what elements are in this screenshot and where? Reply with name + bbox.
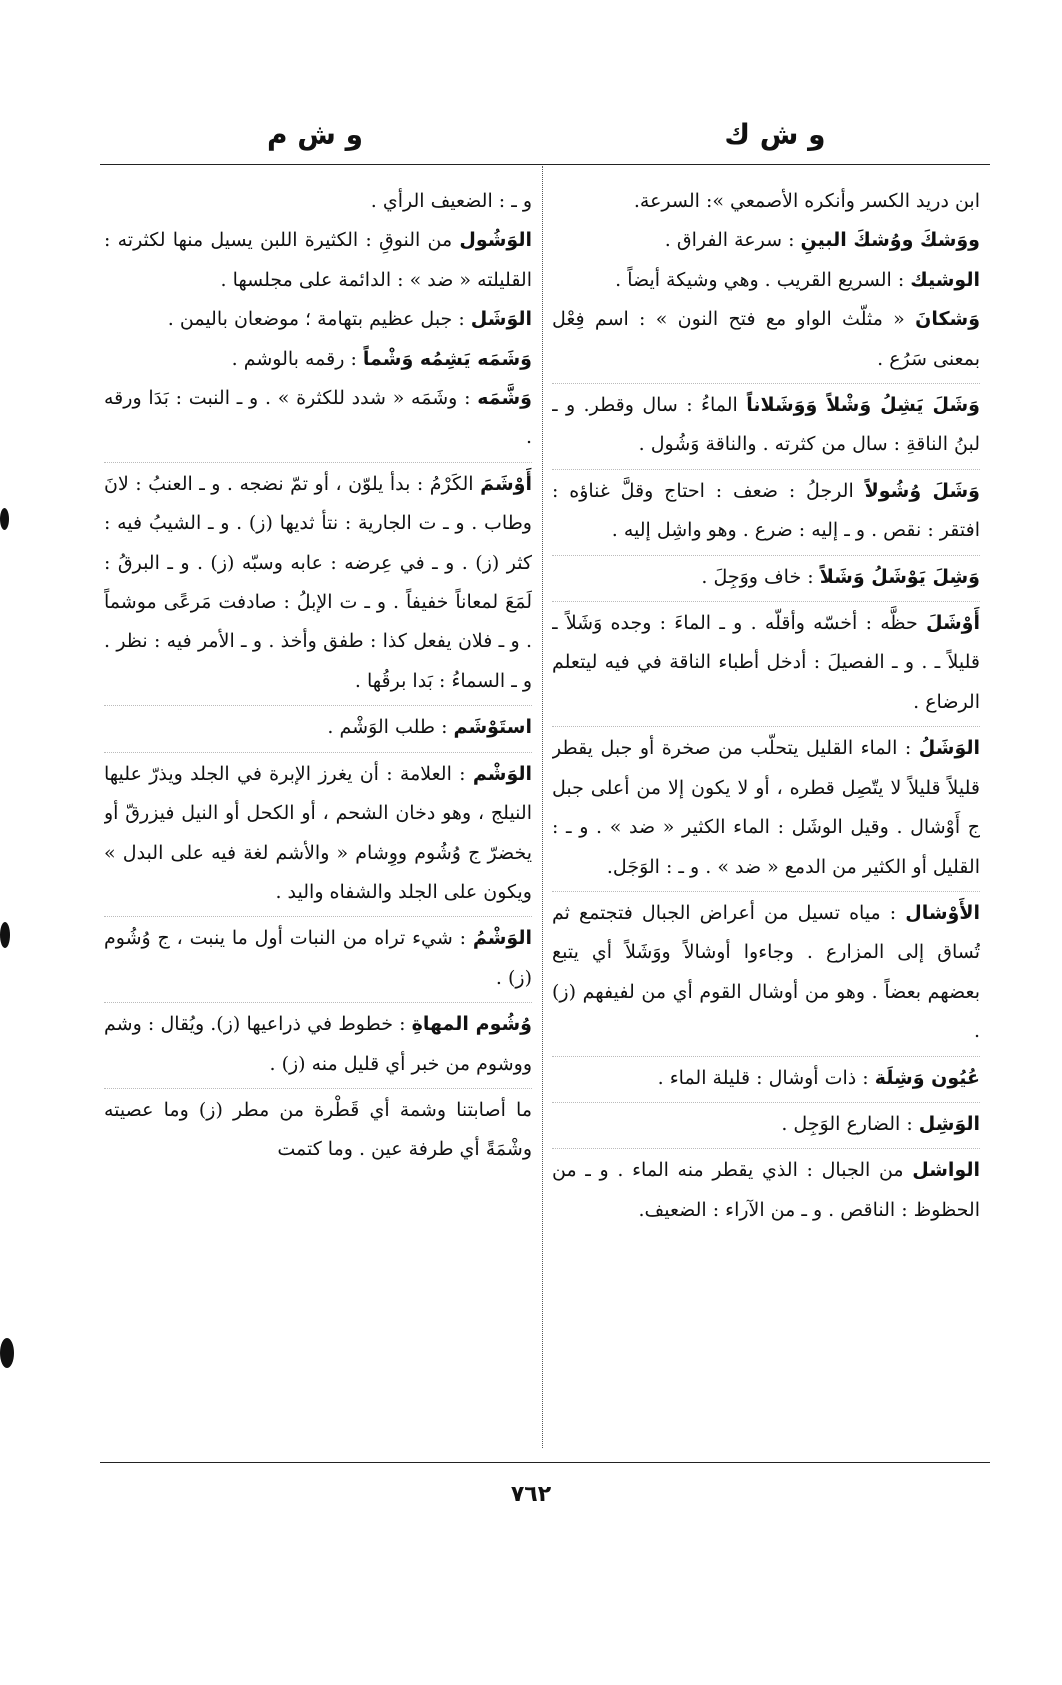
entry-definition: : الضارع الوَجِل .: [781, 1112, 913, 1135]
entry-definition: الماءُ : سال وقطر. و ـ لبنُ الناقةِ : سال من كثرته . والناقة وَشُول .: [552, 394, 980, 456]
entry-definition: : سرعة الفراق .: [664, 229, 795, 252]
dictionary-entry: [104, 705, 532, 747]
entry-definition: : طلب الوَشْم .: [327, 716, 448, 739]
dictionary-entry: [104, 1002, 532, 1084]
entry-headword: الوَشِل: [918, 1112, 980, 1135]
entry-headword: الوَشْم: [472, 762, 532, 785]
right-column-root-heading: و ش ك: [724, 118, 826, 151]
entry-headword: وَشَلَ يَشِلُ وَشْلاً وَوَشَلاناً: [746, 394, 980, 417]
left-column: [104, 182, 532, 1452]
dictionary-entry: [104, 182, 532, 221]
dictionary-entry: [552, 383, 980, 465]
scan-margin-blot: [0, 508, 9, 530]
page-header: [100, 118, 990, 163]
entry-definition: : رقمه بالوشم .: [231, 347, 357, 370]
entry-definition: ابن دريد الكسر وأنكره الأصمعي »: السرعة.: [633, 190, 980, 212]
entry-headword: الوَشَل: [470, 308, 532, 331]
entry-headword: وَشَّمَه: [477, 387, 532, 410]
dictionary-entry: [552, 601, 980, 722]
page-number: ٧٦٢: [510, 1482, 552, 1507]
entry-definition: : خطوط في ذراعيها (ز). ويُقال : وشم ووشوم من خبر أي قليل منه (ز) .: [104, 1013, 532, 1075]
entry-definition: : جبل عظيم بتهامة ؛ موضعان باليمن .: [167, 308, 465, 331]
dictionary-entry: [552, 221, 980, 260]
dictionary-entry: [552, 182, 980, 221]
dictionary-entry: [104, 379, 532, 458]
entry-definition: : وشَمَه « شدد للكثرة » . و ـ النبت : بَدَا ورقه .: [104, 387, 532, 449]
entry-headword: الوَشْمُ: [472, 927, 532, 950]
entry-headword: الوَشُول: [459, 229, 532, 252]
entry-definition: : خاف ووَجِلَ .: [701, 565, 814, 588]
dictionary-entry: [104, 300, 532, 339]
entry-definition: الكَرْمُ : بدأ يلوّن ، أو تمّ نضجه . و ـ العنبُ : لانَ وطاب . و ـ ت الجارية : نتأ ثديها (ز) . و ـ الشيبُ فيه : كثر (ز) . و ـ في عِرضه : عابه وسبّه (ز) . و ـ البرقُ : لَمَعَ لمعاناً خفيفاً . و ـ ت الإبلُ : صادفت مَرعًى موشماً . و ـ فلان يفعل كذا : طفق وأخذ . و ـ الأمر فيه : نظر . و ـ السماءُ : بَدا برقُها .: [104, 472, 532, 692]
right-column: [552, 182, 980, 1452]
entry-headword: وَشَمَه يَشِمُه وَشْماً: [362, 347, 532, 370]
dictionary-entry: [552, 469, 980, 551]
entry-definition: من الجبال : الذي يقطر منه الماء . و ـ من الحظوظ : الناقص . و ـ من الآراء : الضعيف.: [552, 1159, 980, 1221]
entry-definition: : الماء القليل يتحلّب من صخرة أو جبل يقطر قليلاً قليلاً لا يتّصِل قطره ، أو لا يكون إلا من أعلى جبل ج أَوْشال . وقيل الوشَل : الماء الكثير « ضد » . و ـ : القليل أو الكثير من الدمع « ضد » . و ـ : الوَجَل.: [552, 737, 980, 878]
dictionary-entry: [552, 300, 980, 379]
entry-definition: ما أصابتنا وشمة أي قَطْرة من مطر (ز) وما عصيته وشْمَةً أي طرفة عين . وما كتمت: [104, 1098, 532, 1161]
dictionary-entry: [552, 261, 980, 300]
dictionary-entry: [104, 462, 532, 701]
entry-headword: وَشَلَ وُشُولاً: [864, 479, 980, 502]
dictionary-entry: [552, 891, 980, 1052]
entry-definition: من النوقِ : الكثيرة اللبن يسيل منها لكثرته : القليلته « ضد » : الدائمة على مجلسها .: [104, 229, 532, 291]
dictionary-entry: [104, 340, 532, 379]
dictionary-entry: [104, 1088, 532, 1170]
entry-definition: : ذات أوشال : قليلة الماء .: [657, 1066, 869, 1089]
dictionary-entry: [104, 916, 532, 998]
entry-definition: : السريع القريب . وهي وشيكة أيضاً .: [615, 268, 905, 291]
entry-headword: استَوْشَم: [453, 716, 532, 739]
dictionary-entry: [552, 1148, 980, 1230]
dictionary-entry: [552, 1056, 980, 1098]
header-rule: [100, 164, 990, 165]
entry-definition: الرجلُ : ضعف : احتاج وقلَّ غناؤه : افتقر : نقص . و ـ إليه : ضرع . وهو واشِل إليه .: [552, 479, 980, 542]
entry-definition: حظَّه : أخسّه وأقلّه . و ـ الماءَ : وجده وَشَلاً ـ قليلاً ـ . و ـ الفصيلَ : أدخل أطباء الناقة في فيه ليتعلم الرضاع .: [552, 612, 980, 713]
entry-headword: الوشيك: [910, 268, 980, 291]
entry-definition: : مياه تسيل من أعراض الجبال فتجتمع ثم تُساق إلى المزارع . وجاءوا أوشالاً ووَشَلاً أي يتبع بعضهم بعضاً . وهو من أوشال القوم أي من لفيفهم (ز) .: [552, 901, 980, 1043]
dictionary-entry: [552, 555, 980, 597]
entry-headword: الوَشَلُ: [918, 737, 980, 760]
entry-definition: و ـ : الضعيف الرأي .: [370, 190, 532, 212]
dictionary-entry: [104, 752, 532, 913]
entry-headword: أَوْشَلَ: [926, 612, 980, 635]
entry-headword: وَشِلَ يَوْشَلُ وَشَلاً: [819, 565, 980, 588]
scan-margin-blot: [0, 1338, 14, 1368]
dictionary-entry: [552, 1102, 980, 1144]
scan-margin-blot: [0, 922, 10, 948]
entry-headword: وَشكانَ: [915, 308, 980, 331]
entry-definition: : شيء تراه من النبات أول ما ينبت ، ج وُشُوم (ز) .: [104, 927, 532, 989]
entry-headword: وُشُوم المهاةِ: [411, 1013, 532, 1036]
entry-definition: : العلامة : أن يغرز الإبرة في الجلد ويذرّ عليها النيلج ، وهو دخان الشحم ، أو الكحل أو النيل فيزرقّ أو يخضرّ ج وُشُوم ووِشام « والأشم لغة فيه على البدل » ويكون على الجلد والشفاه واليد .: [104, 762, 532, 903]
left-column-root-heading: و ش م: [266, 118, 364, 151]
entry-headword: الأَوْشال: [905, 901, 980, 924]
column-divider: [542, 166, 543, 1448]
entry-headword: عُيُون وَشِلَة: [874, 1066, 980, 1089]
dictionary-entry: [104, 221, 532, 300]
footer-rule: [100, 1462, 990, 1463]
dictionary-entry: [552, 726, 980, 887]
entry-headword: ووَشكَ ووُشكَ البينِ: [800, 229, 980, 252]
entry-headword: الواشل: [912, 1159, 980, 1182]
entry-headword: أَوْشَمَ: [480, 472, 532, 495]
entry-definition: « مثلّث الواو مع فتح النون » : اسم فِعْل بمعنى سَرُع .: [552, 308, 980, 370]
